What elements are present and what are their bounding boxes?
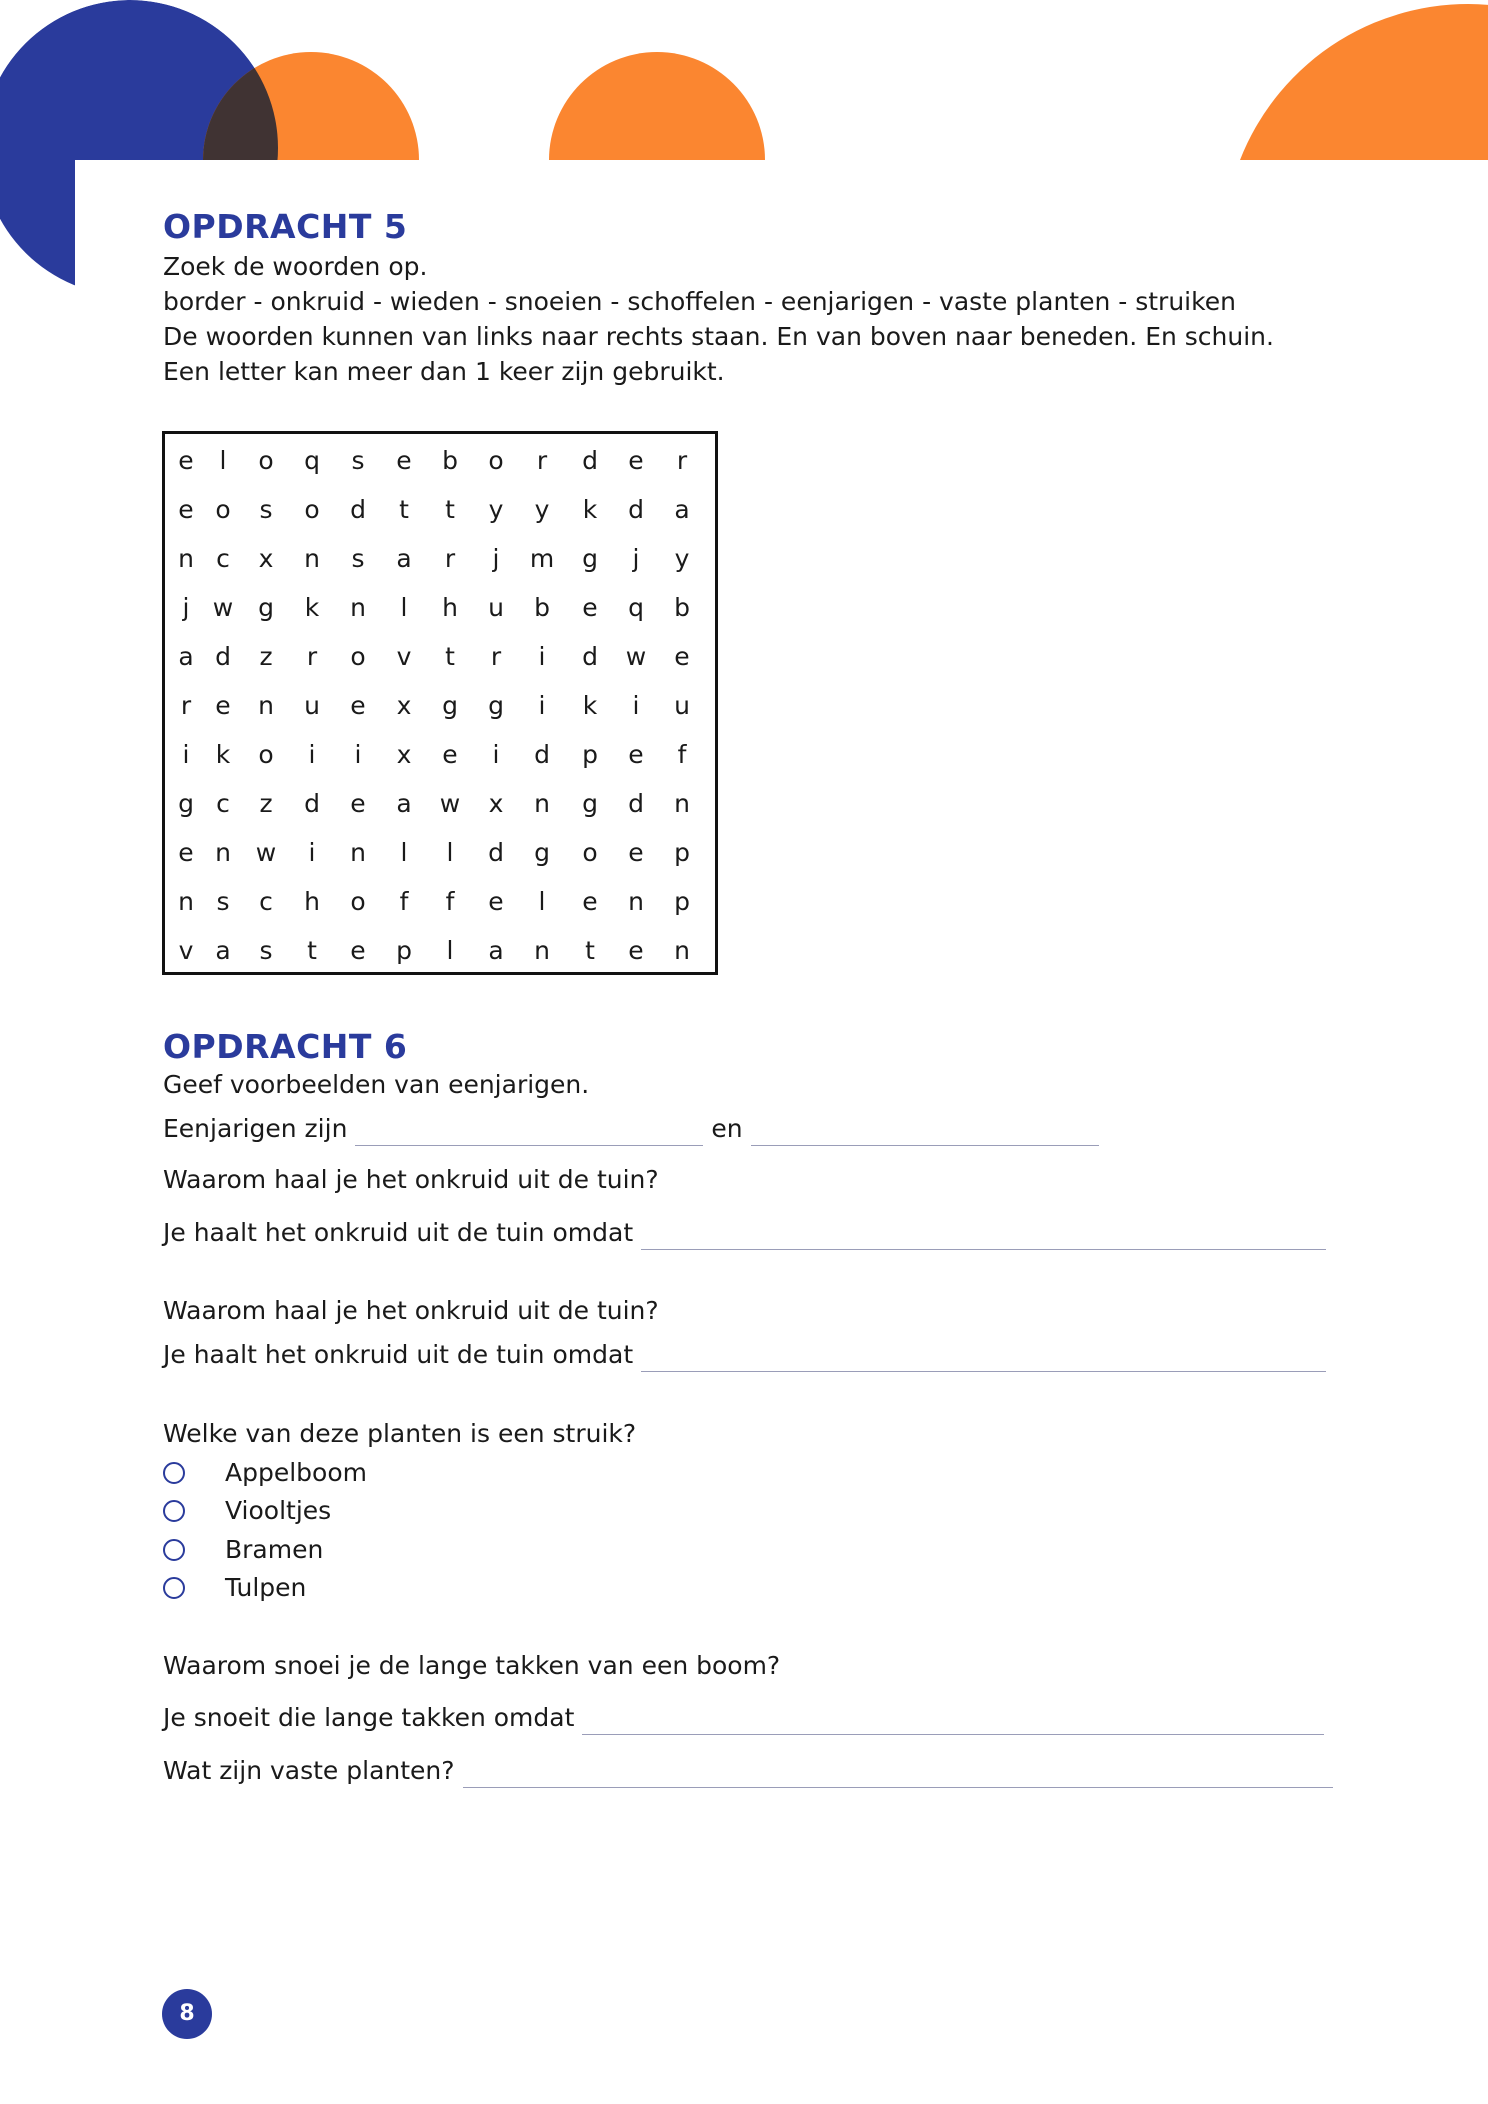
- grid-letter[interactable]: e: [488, 887, 504, 916]
- grid-row: [165, 534, 715, 583]
- grid-letter[interactable]: o: [488, 446, 504, 475]
- instruction-line: De woorden kunnen van links naar rechts staan. En van boven naar beneden. En schuin.: [163, 322, 1274, 351]
- eenjarigen-answer-2[interactable]: [751, 1119, 1099, 1146]
- grid-letter[interactable]: w: [625, 642, 647, 671]
- grid-letter[interactable]: a: [488, 936, 504, 965]
- grid-letter[interactable]: o: [258, 740, 274, 769]
- answer-vaste-planten-line[interactable]: [463, 1761, 1333, 1788]
- option-label: Tulpen: [225, 1573, 307, 1602]
- grid-letter[interactable]: n: [215, 838, 231, 867]
- grid-letter[interactable]: e: [628, 838, 644, 867]
- grid-letter[interactable]: p: [396, 936, 412, 965]
- eenjarigen-and: en: [711, 1114, 743, 1143]
- grid-letter[interactable]: d: [628, 495, 644, 524]
- grid-letter[interactable]: g: [258, 593, 274, 622]
- grid-letter[interactable]: d: [488, 838, 504, 867]
- grid-letter[interactable]: i: [632, 691, 640, 720]
- answer-onkruid-1-row: [163, 1215, 1326, 1250]
- grid-letter[interactable]: y: [488, 495, 504, 524]
- option-bramen[interactable]: [163, 1532, 323, 1567]
- grid-letter[interactable]: s: [351, 446, 365, 475]
- answer-onkruid-1-label: Je haalt het onkruid uit de tuin omdat: [163, 1218, 634, 1247]
- grid-letter[interactable]: b: [442, 446, 458, 475]
- question-onkruid-1: Waarom haal je het onkruid uit de tuin?: [163, 1165, 659, 1194]
- grid-row: [165, 485, 715, 534]
- grid-letter[interactable]: k: [582, 495, 598, 524]
- grid-letter[interactable]: e: [350, 789, 366, 818]
- grid-letter[interactable]: n: [178, 887, 194, 916]
- grid-letter[interactable]: i: [308, 740, 316, 769]
- grid-letter[interactable]: x: [396, 691, 412, 720]
- grid-letter[interactable]: e: [442, 740, 458, 769]
- grid-letter[interactable]: n: [628, 887, 644, 916]
- grid-letter[interactable]: k: [582, 691, 598, 720]
- grid-letter[interactable]: k: [215, 740, 231, 769]
- answer-snoeien-line[interactable]: [582, 1708, 1324, 1735]
- grid-letter[interactable]: h: [304, 887, 320, 916]
- grid-letter[interactable]: t: [445, 642, 455, 671]
- grid-letter[interactable]: s: [259, 936, 273, 965]
- grid-letter[interactable]: t: [307, 936, 317, 965]
- grid-letter[interactable]: f: [399, 887, 409, 916]
- grid-letter[interactable]: o: [582, 838, 598, 867]
- grid-letter[interactable]: c: [216, 789, 230, 818]
- opdracht-6-intro: Geef voorbeelden van eenjarigen.: [163, 1070, 590, 1099]
- grid-letter[interactable]: a: [674, 495, 690, 524]
- grid-letter[interactable]: z: [259, 789, 273, 818]
- grid-letter[interactable]: y: [534, 495, 550, 524]
- grid-letter[interactable]: n: [258, 691, 274, 720]
- grid-letter[interactable]: a: [396, 789, 412, 818]
- grid-letter[interactable]: g: [582, 789, 598, 818]
- grid-letter[interactable]: l: [446, 838, 454, 867]
- grid-letter[interactable]: x: [396, 740, 412, 769]
- grid-letter[interactable]: e: [628, 446, 644, 475]
- grid-letter[interactable]: n: [350, 838, 366, 867]
- grid-letter[interactable]: g: [488, 691, 504, 720]
- eenjarigen-answer-1[interactable]: [355, 1119, 703, 1146]
- grid-letter[interactable]: i: [354, 740, 362, 769]
- grid-letter[interactable]: e: [674, 642, 690, 671]
- grid-letter[interactable]: d: [304, 789, 320, 818]
- grid-letter[interactable]: n: [304, 544, 320, 573]
- instruction-line: Een letter kan meer dan 1 keer zijn gebruikt.: [163, 357, 725, 386]
- grid-letter[interactable]: l: [219, 446, 227, 475]
- grid-letter[interactable]: u: [304, 691, 320, 720]
- grid-letter[interactable]: r: [490, 642, 502, 671]
- grid-letter[interactable]: v: [396, 642, 412, 671]
- radio-icon[interactable]: [163, 1462, 185, 1484]
- grid-row: [165, 730, 715, 779]
- grid-letter[interactable]: u: [674, 691, 690, 720]
- grid-row: [165, 877, 715, 926]
- orange-half-circle-3: [1240, 4, 1488, 160]
- grid-letter[interactable]: x: [258, 544, 274, 573]
- answer-onkruid-1-line[interactable]: [641, 1223, 1326, 1250]
- grid-letter[interactable]: z: [259, 642, 273, 671]
- grid-letter[interactable]: e: [215, 691, 231, 720]
- grid-letter[interactable]: x: [488, 789, 504, 818]
- grid-letter[interactable]: s: [259, 495, 273, 524]
- question-struik: Welke van deze planten is een struik?: [163, 1419, 637, 1448]
- grid-letter[interactable]: o: [215, 495, 231, 524]
- grid-letter[interactable]: f: [677, 740, 687, 769]
- grid-letter[interactable]: b: [534, 593, 550, 622]
- word-list: border - onkruid - wieden - snoeien - schoffelen - eenjarigen - vaste planten - struiken: [163, 287, 1236, 316]
- grid-letter[interactable]: r: [536, 446, 548, 475]
- grid-letter[interactable]: r: [306, 642, 318, 671]
- radio-icon[interactable]: [163, 1539, 185, 1561]
- grid-letter[interactable]: g: [534, 838, 550, 867]
- grid-letter[interactable]: e: [178, 838, 194, 867]
- grid-letter[interactable]: l: [446, 936, 454, 965]
- grid-letter[interactable]: o: [350, 642, 366, 671]
- option-viooltjes[interactable]: [163, 1493, 331, 1528]
- grid-letter[interactable]: e: [628, 936, 644, 965]
- grid-letter[interactable]: b: [674, 593, 690, 622]
- grid-row: [165, 583, 715, 632]
- vaste-planten-row: [163, 1753, 1333, 1788]
- grid-letter[interactable]: j: [632, 544, 640, 573]
- grid-letter[interactable]: l: [400, 593, 408, 622]
- grid-letter[interactable]: w: [212, 593, 234, 622]
- answer-onkruid-2-row: [163, 1337, 1326, 1372]
- grid-letter[interactable]: c: [259, 887, 273, 916]
- grid-letter[interactable]: e: [350, 691, 366, 720]
- grid-row: [165, 632, 715, 681]
- word-search-grid[interactable]: [162, 431, 718, 975]
- grid-letter[interactable]: r: [676, 446, 688, 475]
- grid-row: [165, 779, 715, 828]
- eenjarigen-label: Eenjarigen zijn: [163, 1114, 348, 1143]
- grid-letter[interactable]: s: [216, 887, 230, 916]
- option-label: Bramen: [225, 1535, 324, 1564]
- grid-letter[interactable]: l: [538, 887, 546, 916]
- grid-letter[interactable]: c: [216, 544, 230, 573]
- grid-letter[interactable]: n: [350, 593, 366, 622]
- option-label: Appelboom: [225, 1458, 367, 1487]
- question-snoeien: Waarom snoei je de lange takken van een boom?: [163, 1651, 781, 1680]
- grid-letter[interactable]: p: [674, 838, 690, 867]
- grid-letter[interactable]: a: [396, 544, 412, 573]
- grid-letter[interactable]: d: [215, 642, 231, 671]
- grid-letter[interactable]: a: [178, 642, 194, 671]
- question-onkruid-2: Waarom haal je het onkruid uit de tuin?: [163, 1296, 659, 1325]
- grid-letter[interactable]: r: [180, 691, 192, 720]
- grid-letter[interactable]: d: [534, 740, 550, 769]
- grid-letter[interactable]: i: [538, 691, 546, 720]
- grid-letter[interactable]: f: [445, 887, 455, 916]
- grid-letter[interactable]: k: [304, 593, 320, 622]
- grid-letter[interactable]: e: [178, 446, 194, 475]
- grid-letter[interactable]: d: [628, 789, 644, 818]
- radio-icon[interactable]: [163, 1577, 185, 1599]
- grid-letter[interactable]: n: [534, 936, 550, 965]
- grid-letter[interactable]: d: [350, 495, 366, 524]
- grid-letter[interactable]: n: [674, 789, 690, 818]
- grid-letter[interactable]: e: [178, 495, 194, 524]
- radio-icon[interactable]: [163, 1500, 185, 1522]
- eenjarigen-row: [163, 1111, 1099, 1146]
- grid-letter[interactable]: e: [396, 446, 412, 475]
- grid-letter[interactable]: d: [582, 642, 598, 671]
- grid-letter[interactable]: t: [399, 495, 409, 524]
- answer-onkruid-2-line[interactable]: [641, 1345, 1326, 1372]
- grid-letter[interactable]: o: [350, 887, 366, 916]
- grid-letter[interactable]: i: [308, 838, 316, 867]
- grid-letter[interactable]: n: [534, 789, 550, 818]
- grid-letter[interactable]: o: [304, 495, 320, 524]
- grid-letter[interactable]: q: [304, 446, 320, 475]
- grid-letter[interactable]: t: [585, 936, 595, 965]
- grid-letter[interactable]: u: [488, 593, 504, 622]
- grid-letter[interactable]: h: [442, 593, 458, 622]
- grid-letter[interactable]: g: [442, 691, 458, 720]
- grid-row: [165, 926, 715, 975]
- grid-letter[interactable]: e: [582, 887, 598, 916]
- grid-row: [165, 681, 715, 730]
- page-number: 8: [162, 1989, 212, 2039]
- grid-letter[interactable]: i: [492, 740, 500, 769]
- grid-letter[interactable]: g: [582, 544, 598, 573]
- grid-letter[interactable]: y: [674, 544, 690, 573]
- grid-letter[interactable]: i: [538, 642, 546, 671]
- option-appelboom[interactable]: [163, 1455, 367, 1490]
- opdracht-5-section: [163, 205, 1343, 389]
- orange-half-circle-2: [549, 52, 765, 160]
- grid-letter[interactable]: i: [182, 740, 190, 769]
- grid-letter[interactable]: r: [444, 544, 456, 573]
- grid-letter[interactable]: g: [178, 789, 194, 818]
- grid-letter[interactable]: p: [674, 887, 690, 916]
- grid-letter[interactable]: w: [255, 838, 277, 867]
- grid-row: [165, 436, 715, 485]
- grid-letter[interactable]: t: [445, 495, 455, 524]
- grid-row: [165, 828, 715, 877]
- grid-letter[interactable]: m: [529, 544, 555, 573]
- grid-letter[interactable]: j: [182, 593, 190, 622]
- question-vaste-planten: Wat zijn vaste planten?: [163, 1756, 455, 1785]
- grid-letter[interactable]: l: [400, 838, 408, 867]
- answer-onkruid-2-label: Je haalt het onkruid uit de tuin omdat: [163, 1340, 634, 1369]
- opdracht-5-title: OPDRACHT 5: [163, 207, 408, 246]
- answer-snoeien-row: [163, 1700, 1324, 1735]
- opdracht-6-title: OPDRACHT 6: [163, 1027, 408, 1066]
- grid-letter[interactable]: o: [258, 446, 274, 475]
- instruction-line: Zoek de woorden op.: [163, 252, 428, 281]
- grid-letter[interactable]: e: [350, 936, 366, 965]
- grid-letter[interactable]: a: [215, 936, 231, 965]
- grid-letter[interactable]: e: [582, 593, 598, 622]
- grid-letter[interactable]: n: [178, 544, 194, 573]
- answer-snoeien-label: Je snoeit die lange takken omdat: [163, 1703, 575, 1732]
- grid-letter[interactable]: j: [492, 544, 500, 573]
- grid-letter[interactable]: n: [674, 936, 690, 965]
- option-tulpen[interactable]: [163, 1570, 306, 1605]
- grid-letter[interactable]: d: [582, 446, 598, 475]
- grid-letter[interactable]: e: [628, 740, 644, 769]
- grid-letter[interactable]: s: [351, 544, 365, 573]
- grid-letter[interactable]: v: [178, 936, 194, 965]
- grid-letter[interactable]: w: [439, 789, 461, 818]
- grid-letter[interactable]: q: [628, 593, 644, 622]
- grid-letter[interactable]: p: [582, 740, 598, 769]
- option-label: Viooltjes: [225, 1496, 332, 1525]
